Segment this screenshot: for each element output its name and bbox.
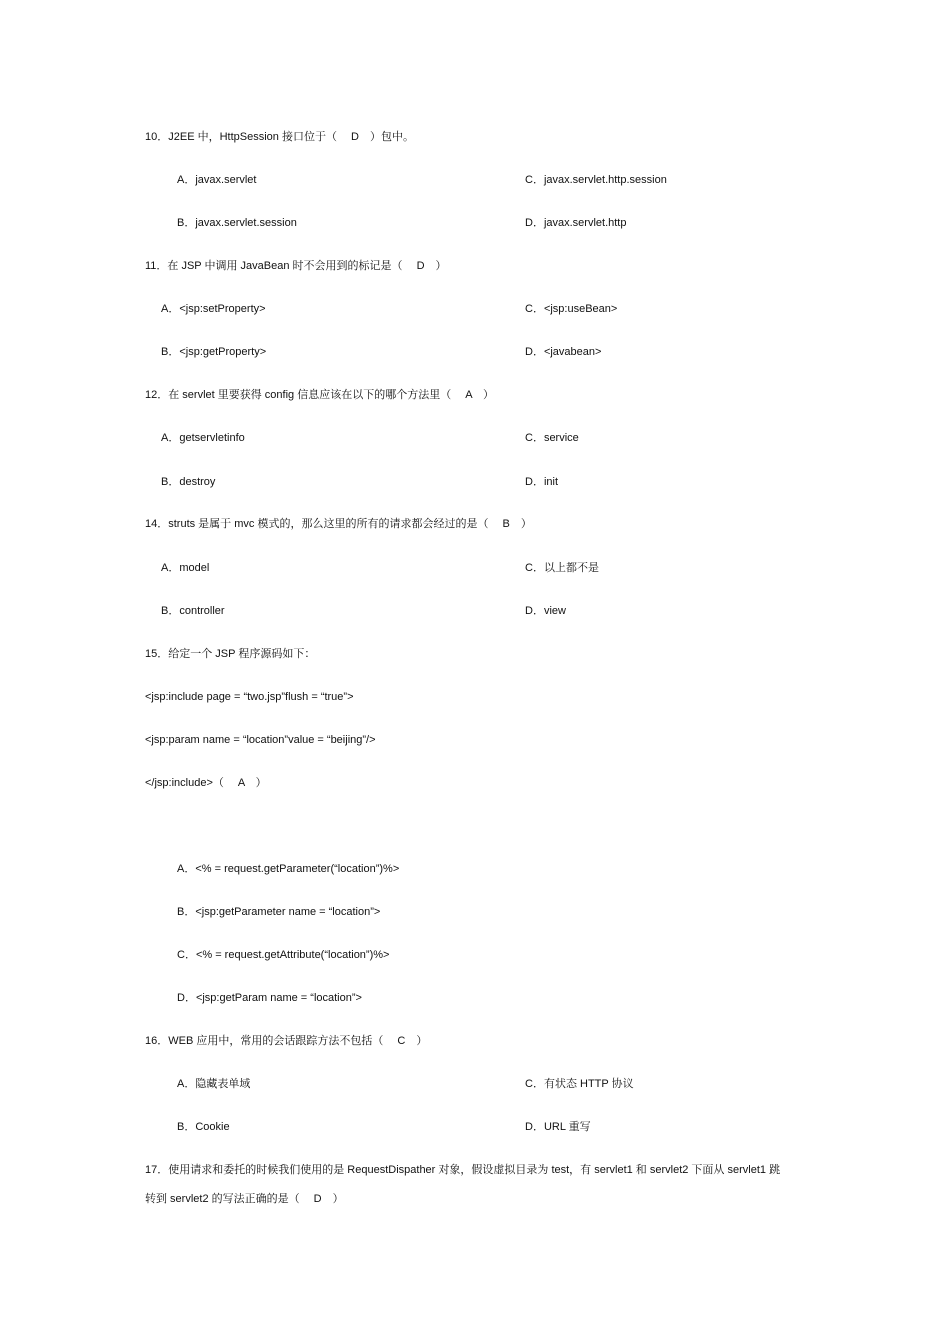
- question-14-option-a: A．model: [161, 562, 210, 574]
- question-15-code-line-2: <jsp:param name = “location”value = “beijing”/>: [145, 734, 376, 746]
- question-16-option-a: A．隐藏表单域: [177, 1078, 251, 1090]
- question-16-option-c: C．有状态 HTTP 协议: [525, 1078, 634, 1090]
- question-11-option-b: B．<jsp:getProperty>: [161, 346, 267, 358]
- question-14-stem: 14．struts 是属于 mvc 模式的，那么这里的所有的请求都会经过的是（ B ）: [145, 518, 532, 530]
- question-15-option-c: C．<% = request.getAttribute(“location”)%>: [177, 949, 390, 961]
- question-10-option-b: B．javax.servlet.session: [177, 217, 297, 229]
- question-16-stem: 16．WEB 应用中，常用的会话跟踪方法不包括（ C ）: [145, 1035, 428, 1047]
- question-17-stem-line-1: 17．使用请求和委托的时候我们使用的是 RequestDispather 对象，假设虚拟目录为 test，有 servlet1 和 servlet2 下面从 servlet1 跳: [145, 1164, 781, 1176]
- question-10-option-d: D．javax.servlet.http: [525, 217, 627, 229]
- question-10-option-a: A．javax.servlet: [177, 174, 257, 186]
- question-12-option-a: A．getservletinfo: [161, 432, 245, 444]
- question-12-stem: 12．在 servlet 里要获得 config 信息应该在以下的哪个方法里（ A ）: [145, 389, 494, 401]
- question-15-option-b: B．<jsp:getParameter name = “location”>: [177, 906, 381, 918]
- question-10-stem: 10．J2EE 中，HttpSession 接口位于（ D ）包中。: [145, 131, 414, 143]
- question-12-option-c: C．service: [525, 432, 579, 444]
- question-15-code-line-1: <jsp:include page = “two.jsp”flush = “true”>: [145, 691, 354, 703]
- question-16-option-d: D．URL 重写: [525, 1121, 591, 1133]
- question-15-stem: 15．给定一个 JSP 程序源码如下：: [145, 648, 316, 660]
- question-15-option-a: A．<% = request.getParameter(“location”)%>: [177, 863, 400, 875]
- question-14-option-c: C．以上都不是: [525, 562, 599, 574]
- question-12-option-d: D．init: [525, 476, 559, 488]
- question-15-code-line-3: </jsp:include>（ A ）: [145, 777, 267, 789]
- question-10-option-c: C．javax.servlet.http.session: [525, 174, 667, 186]
- question-11-stem: 11．在 JSP 中调用 JavaBean 时不会用到的标记是（ D ）: [145, 260, 447, 272]
- question-16-option-b: B．Cookie: [177, 1121, 230, 1133]
- question-17-stem-line-2: 转到 servlet2 的写法正确的是（ D ）: [145, 1193, 344, 1205]
- question-11-option-c: C．<jsp:useBean>: [525, 303, 618, 315]
- question-12-option-b: B．destroy: [161, 476, 216, 488]
- question-14-option-d: D．view: [525, 605, 566, 617]
- question-14-option-b: B．controller: [161, 605, 225, 617]
- question-15-option-d: D．<jsp:getParam name = “location”>: [177, 992, 362, 1004]
- question-11-option-d: D．<javabean>: [525, 346, 602, 358]
- question-11-option-a: A．<jsp:setProperty>: [161, 303, 266, 315]
